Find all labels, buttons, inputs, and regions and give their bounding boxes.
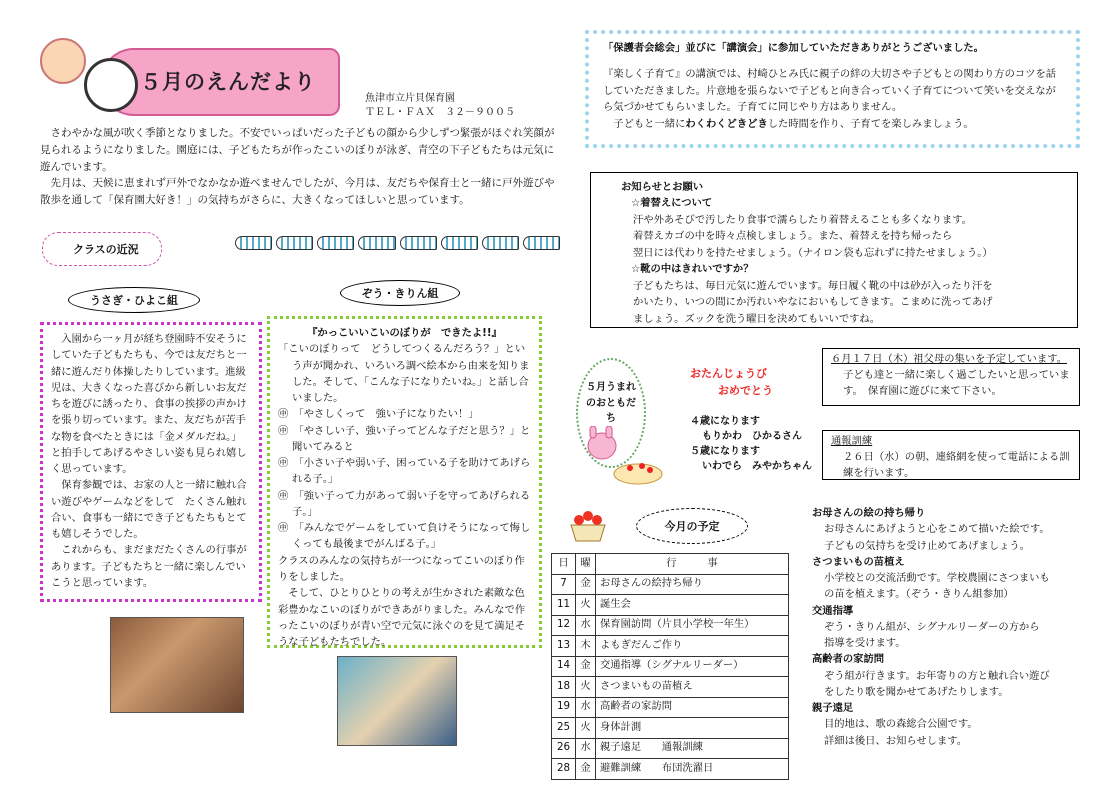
koinobori-icon xyxy=(441,236,478,250)
group2-line: そして、ひとりひとりの考えが生かされた素敵な色彩豊かなこいのぼりができあがりました。みんなで作ったこいのぼりが青い空で元気に泳ぐのを見て満足そうな子どもたちでした。 xyxy=(278,587,526,649)
schedule-day: 19 xyxy=(552,697,576,718)
schedule-day: 12 xyxy=(552,615,576,636)
birthday-greeting-line: おたんじょうび xyxy=(690,367,767,380)
koinobori-icon xyxy=(400,236,437,250)
schedule-event: 親子遠足 通報訓練 xyxy=(596,738,789,759)
group2-report xyxy=(267,316,542,648)
schedule-day: 7 xyxy=(552,574,576,595)
schedule-day: 26 xyxy=(552,738,576,759)
classroom-photo xyxy=(110,617,244,713)
schedule-header-day: 日 xyxy=(552,554,576,575)
schedule-title: 今月の予定 xyxy=(636,508,748,544)
notice-line: ましょう。ズックを洗う曜日を決めてもいいですね。 xyxy=(633,312,881,325)
group2-line: ㊥ 「やさしい子、強い子ってどんな子だと思う？」と聞いてみると xyxy=(278,424,531,453)
thanks-body: 『楽しく子育て』の講演では、村崎ひとみ氏に親子の絆の大切さや子どもとの関わり方のコツを話していただきました。片意地を張らないで子どもと向き合っていく子育てについて笑いを交えながら気づかせてもらいました。子育てに同じやり方はありません。 xyxy=(603,68,1057,114)
thanks-closing-bold: わくわくどきどき xyxy=(685,117,768,130)
schedule-weekday: 水 xyxy=(576,697,596,718)
group2-line: 「こいのぼりって どうしてつくるんだろう？」という声が聞かれ、いろいろ調べ絵本から由来を知りました。そして、「こんな子になりたいね。」と話し合いました。 xyxy=(278,343,530,405)
thanks-box xyxy=(585,30,1080,148)
birthday-age: ５歳になります xyxy=(690,446,760,457)
grandparents-notice xyxy=(822,348,1080,406)
schedule-weekday: 水 xyxy=(576,615,596,636)
class-section-title: クラスの近況 xyxy=(42,232,162,266)
thanks-closing-post: した時間を作り、子育てを楽しみましょう。 xyxy=(767,117,974,130)
schedule-weekday: 金 xyxy=(576,574,596,595)
table-row xyxy=(552,718,789,739)
group2-line: ㊥ 「強い子って力があって弱い子を守ってあげられる子。」 xyxy=(278,489,531,518)
group2-line: ㊥ 「小さい子や弱い子、困っている子を助けてあげられる子。」 xyxy=(278,457,531,486)
notice-line: かいたり、いつの間にか汚れいやなにおいもしてきます。こまめに洗ってあげ xyxy=(633,296,993,309)
notice-title: お知らせとお願い xyxy=(621,181,704,193)
schedule-day: 13 xyxy=(552,636,576,657)
table-row xyxy=(552,677,789,698)
schedule-event: 避難訓練 布団洗濯日 xyxy=(596,759,789,780)
intro-text xyxy=(40,125,560,209)
event-line: 子どもの気持ちを受け止めてあげましょう。 xyxy=(824,539,1030,552)
notice-section-title: ☆着替えについて xyxy=(631,197,713,210)
koinobori-icon xyxy=(358,236,395,250)
schedule-event: 誕生会 xyxy=(596,595,789,616)
intro-paragraph: さわやかな風が吹く季節となりました。不安でいっぱいだった子どもの顔から少しずつ緊張がほぐれ笑顔が見られるようになりました。園庭には、子どもたちが作ったこいのぼりが泳ぎ、青空の下子どもたちは元気に遊んでいます。 xyxy=(40,127,555,173)
birthday-age: ４歳になります xyxy=(690,416,760,427)
group2-line: クラスのみんなの気持ちが一つになってこいのぼり作りをしました。 xyxy=(278,554,525,583)
event-line: お母さんにあげようと心をこめて描いた絵です。 xyxy=(824,523,1050,536)
table-row xyxy=(552,697,789,718)
event-line: 目的地は、歌の森総合公園です。 xyxy=(824,718,978,731)
thanks-closing-pre: 子どもと一緒に xyxy=(613,117,686,130)
schedule-weekday: 火 xyxy=(576,595,596,616)
craft-photo xyxy=(337,656,457,746)
schedule-day: 25 xyxy=(552,718,576,739)
koinobori-icon xyxy=(235,236,272,250)
page-title: ５月のえんだより xyxy=(140,70,316,94)
schedule-day: 11 xyxy=(552,595,576,616)
schedule-header-event: 行 事 xyxy=(596,554,789,575)
schedule-weekday: 水 xyxy=(576,738,596,759)
notice-line: 翌日には代わりを持たせましょう。（ナイロン袋も忘れずに持たせましょう。） xyxy=(633,246,993,259)
school-info xyxy=(365,92,515,120)
bunny-cake-illustration xyxy=(580,426,666,488)
notice-line: 子どもたちは、毎日元気に遊んでいます。毎日履く靴の中は砂が入ったり汗を xyxy=(633,279,993,292)
notice-line: 汗や外あそびで汚したり食事で濡らしたり着替えることも多くなります。 xyxy=(633,213,972,226)
child-illustration xyxy=(40,38,86,84)
koinobori-icon xyxy=(276,236,313,250)
event-title: 高齢者の家訪問 xyxy=(812,653,885,666)
group1-paragraph: 入園から一ヶ月が経ち登園時不安そうにしていた子どもたちも、今では友だちと一緒に遊んだり体操したりしています。進級児は、大きくなった喜びから新しいお友だちを遊びに誘ったり、食事の挨拶の声かけを張り切っています。また、友だちが苦手な物を食べたときには「金メダルだね。」と拍手してあげるやさしい姿も見られ嬉しく思っています。 xyxy=(51,333,247,476)
schedule-event: 身体計測 xyxy=(596,718,789,739)
schedule-header-weekday: 曜 xyxy=(576,554,596,575)
group2-label: ぞう・きりん組 xyxy=(340,280,460,306)
table-row xyxy=(552,759,789,780)
event-title: さつまいもの苗植え xyxy=(812,555,905,568)
school-tel: ＴＥＬ・ＦＡＸ ３２－９００５ xyxy=(365,107,515,118)
grandparents-title: ６月１７日（木）祖父母の集いを予定しています。 xyxy=(831,353,1068,365)
schedule-event: よもぎだんご作り xyxy=(596,636,789,657)
group1-report xyxy=(40,322,262,602)
birthday-kids xyxy=(690,414,812,474)
event-line: の苗を植えます。（ぞう・きりん組参加） xyxy=(824,588,1014,601)
event-details xyxy=(812,505,1087,749)
event-title: お母さんの絵の持ち帰り xyxy=(812,507,926,519)
notice-line: 着替えカゴの中を時々点検しましょう。また、着替えを持ち帰ったら xyxy=(633,230,953,243)
koinobori-icon xyxy=(317,236,354,250)
drill-notice xyxy=(822,430,1080,480)
schedule-table xyxy=(551,553,789,780)
schedule-day: 28 xyxy=(552,759,576,780)
notice-section-title: ☆靴の中はきれいですか？ xyxy=(631,263,754,276)
event-line: をしたり歌を聞かせてあげたりします。 xyxy=(824,685,1009,698)
koinobori-icon xyxy=(523,236,560,250)
table-row xyxy=(552,595,789,616)
table-row xyxy=(552,636,789,657)
event-title: 親子遠足 xyxy=(812,702,854,715)
group1-label: うさぎ・ひよこ組 xyxy=(68,287,200,313)
table-row xyxy=(552,574,789,595)
birthday-greeting-line: おめでとう xyxy=(718,383,773,397)
event-line: 小学校との交流活動です。学校農園にさつまいも xyxy=(824,572,1050,585)
table-row xyxy=(552,738,789,759)
schedule-event: さつまいもの苗植え xyxy=(596,677,789,698)
school-name: 魚津市立片貝保育園 xyxy=(365,93,455,104)
event-line: 詳細は後日、お知らせします。 xyxy=(824,734,968,747)
strawberry-basket-icon xyxy=(567,503,609,543)
birthday-greeting xyxy=(690,366,773,399)
schedule-event: 保育園訪問（片貝小学校一年生） xyxy=(596,615,789,636)
grandparents-body: 子ども達と一緒に楽しく過ごしたいと思っています。 保育園に遊びに来て下さい。 xyxy=(843,368,1070,397)
event-title: 交通指導 xyxy=(812,604,854,617)
birthday-circle: ５月うまれのおともだち xyxy=(576,358,646,468)
header-banner xyxy=(40,38,330,118)
birthday-name: もりかわ ひかるさん xyxy=(702,431,802,442)
table-row xyxy=(552,656,789,677)
intro-paragraph: 先月は、天候に恵まれず戸外でなかなか遊べませんでしたが、今月は、友だちや保育士と一緒に戸外遊びや散歩を通して「保育園大好き！」の気持ちがさらに、大きくなってほしいと思っています。 xyxy=(40,177,555,207)
schedule-weekday: 金 xyxy=(576,759,596,780)
group2-line: ㊥ 「やさしくって 強い子になりたい！」 xyxy=(278,408,479,421)
schedule-weekday: 火 xyxy=(576,718,596,739)
schedule-header-row xyxy=(552,554,789,575)
event-line: ぞう組が行きます。お年寄りの方と触れ合い遊び xyxy=(824,669,1050,682)
table-row xyxy=(552,615,789,636)
thanks-heading: 「保護者会総会」並びに「講演会」に参加していただきありがとうございました。 xyxy=(603,42,984,54)
schedule-weekday: 木 xyxy=(576,636,596,657)
koinobori-border xyxy=(235,236,560,256)
schedule-event: 高齢者の家訪問 xyxy=(596,697,789,718)
schedule-event: お母さんの絵持ち帰り xyxy=(596,574,789,595)
notice-box xyxy=(590,172,1078,328)
drill-body: ２６日（水）の朝、連絡網を使って電話による訓練を行います。 xyxy=(843,450,1070,479)
schedule-weekday: 金 xyxy=(576,656,596,677)
schedule-weekday: 火 xyxy=(576,677,596,698)
group2-heading: 『かっこいいこいのぼりが できたよ!!』 xyxy=(307,327,502,339)
schedule-day: 18 xyxy=(552,677,576,698)
thanks-closing xyxy=(603,116,1062,132)
group1-paragraph: これからも、まだまだたくさんの行事があります。子どもたちと一緒に楽しんでいこうと思っています。 xyxy=(51,544,247,589)
schedule-event: 交通指導（シグナルリーダー） xyxy=(596,656,789,677)
event-line: ぞう・きりん組が、シグナルリーダーの方から xyxy=(824,620,1040,633)
koinobori-icon xyxy=(482,236,519,250)
group1-paragraph: 保育参観では、お家の人と一緒に触れ合い遊びやゲームなどをして たくさん触れ合い、食事も一緒にでき子どもたちもとても嬉しそうでした。 xyxy=(51,479,247,541)
drill-title: 通報訓練 xyxy=(831,435,873,447)
event-line: 指導を受けます。 xyxy=(824,637,906,650)
group2-line: ㊥ 「みんなでゲームをしていて負けそうになって悔しくっても最後までがんばる子。」 xyxy=(278,522,531,551)
birthday-name: いわでら みやかちゃん xyxy=(702,461,812,472)
schedule-day: 14 xyxy=(552,656,576,677)
